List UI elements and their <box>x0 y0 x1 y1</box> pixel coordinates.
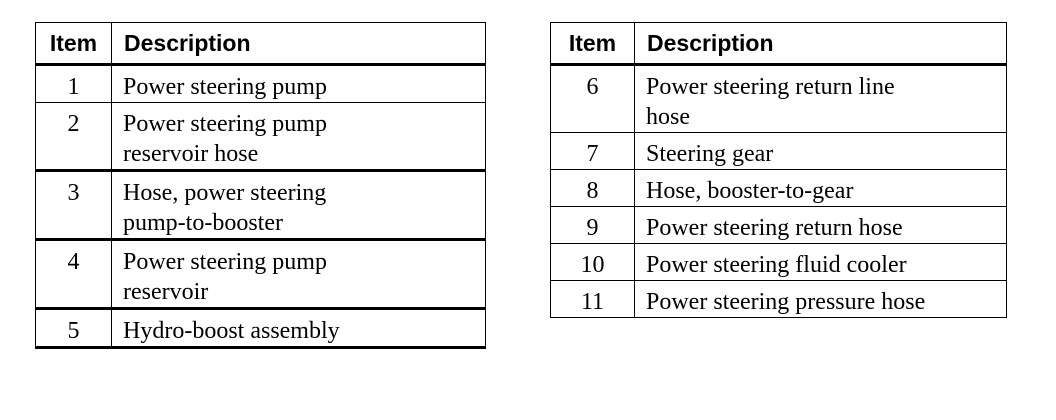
item-number: 6 <box>551 65 635 133</box>
table-header-row <box>551 23 1007 65</box>
item-description: Power steering return hose <box>635 207 1007 244</box>
item-description: Power steering fluid cooler <box>635 244 1007 281</box>
item-description: Power steering pump <box>112 65 486 103</box>
column-header-description: Description <box>112 23 486 65</box>
table-row <box>36 309 486 348</box>
item-description: Hydro-boost assembly <box>112 309 486 348</box>
item-description-text: Power steering pump reservoir hose <box>123 111 327 167</box>
table-row <box>551 281 1007 318</box>
table-row <box>551 65 1007 133</box>
item-description: Power steering pressure hose <box>635 281 1007 318</box>
item-description-text: Hose, power steering pump-to-booster <box>123 180 327 236</box>
table-row <box>551 133 1007 170</box>
table-row <box>36 65 486 103</box>
table-row <box>551 170 1007 207</box>
table-row <box>551 244 1007 281</box>
item-number: 11 <box>551 281 635 318</box>
item-description <box>635 65 1007 133</box>
parts-table-left <box>35 22 486 349</box>
column-header-description: Description <box>635 23 1007 65</box>
item-number: 2 <box>36 103 112 171</box>
item-number: 8 <box>551 170 635 207</box>
table-row <box>36 103 486 171</box>
table-row <box>551 207 1007 244</box>
item-number: 3 <box>36 171 112 240</box>
item-description <box>112 240 486 309</box>
item-description: Steering gear <box>635 133 1007 170</box>
table-header-row <box>36 23 486 65</box>
item-description <box>112 171 486 240</box>
item-description-text: Power steering return line hose <box>646 74 895 130</box>
item-number: 1 <box>36 65 112 103</box>
table-row <box>36 240 486 309</box>
item-number: 10 <box>551 244 635 281</box>
item-number: 7 <box>551 133 635 170</box>
table-row <box>36 171 486 240</box>
item-description-text: Power steering pump reservoir <box>123 249 327 305</box>
item-number: 4 <box>36 240 112 309</box>
parts-table-right <box>550 22 1007 318</box>
item-number: 5 <box>36 309 112 348</box>
column-header-item: Item <box>36 23 112 65</box>
item-number: 9 <box>551 207 635 244</box>
item-description <box>112 103 486 171</box>
item-description: Hose, booster-to-gear <box>635 170 1007 207</box>
column-header-item: Item <box>551 23 635 65</box>
